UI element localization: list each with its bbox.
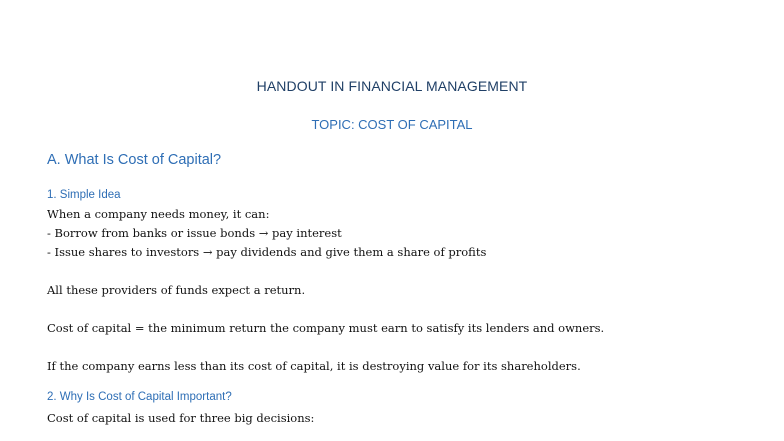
bullet-borrow: - Borrow from banks or issue bonds → pay interest	[47, 226, 342, 240]
subsection-1-intro: When a company needs money, it can:	[47, 207, 270, 221]
subsection-2-heading: 2. Why Is Cost of Capital Important?	[47, 391, 232, 403]
subsection-2-intro: Cost of capital is used for three big decisions:	[47, 411, 315, 425]
bullet-issue-shares: - Issue shares to investors → pay dividends and give them a share of profits	[47, 245, 487, 259]
document-title: HANDOUT IN FINANCIAL MANAGEMENT	[256, 78, 528, 94]
document-topic: TOPIC: COST OF CAPITAL	[311, 117, 473, 132]
paragraph-destroying-value: If the company earns less than its cost of capital, it is destroying value for its shareholders.	[47, 359, 581, 373]
paragraph-providers: All these providers of funds expect a return.	[47, 283, 306, 297]
section-a-heading: A. What Is Cost of Capital?	[47, 152, 222, 168]
subsection-1-heading: 1. Simple Idea	[47, 189, 121, 201]
paragraph-definition: Cost of capital = the minimum return the company must earn to satisfy its lenders and owners.	[47, 321, 605, 335]
